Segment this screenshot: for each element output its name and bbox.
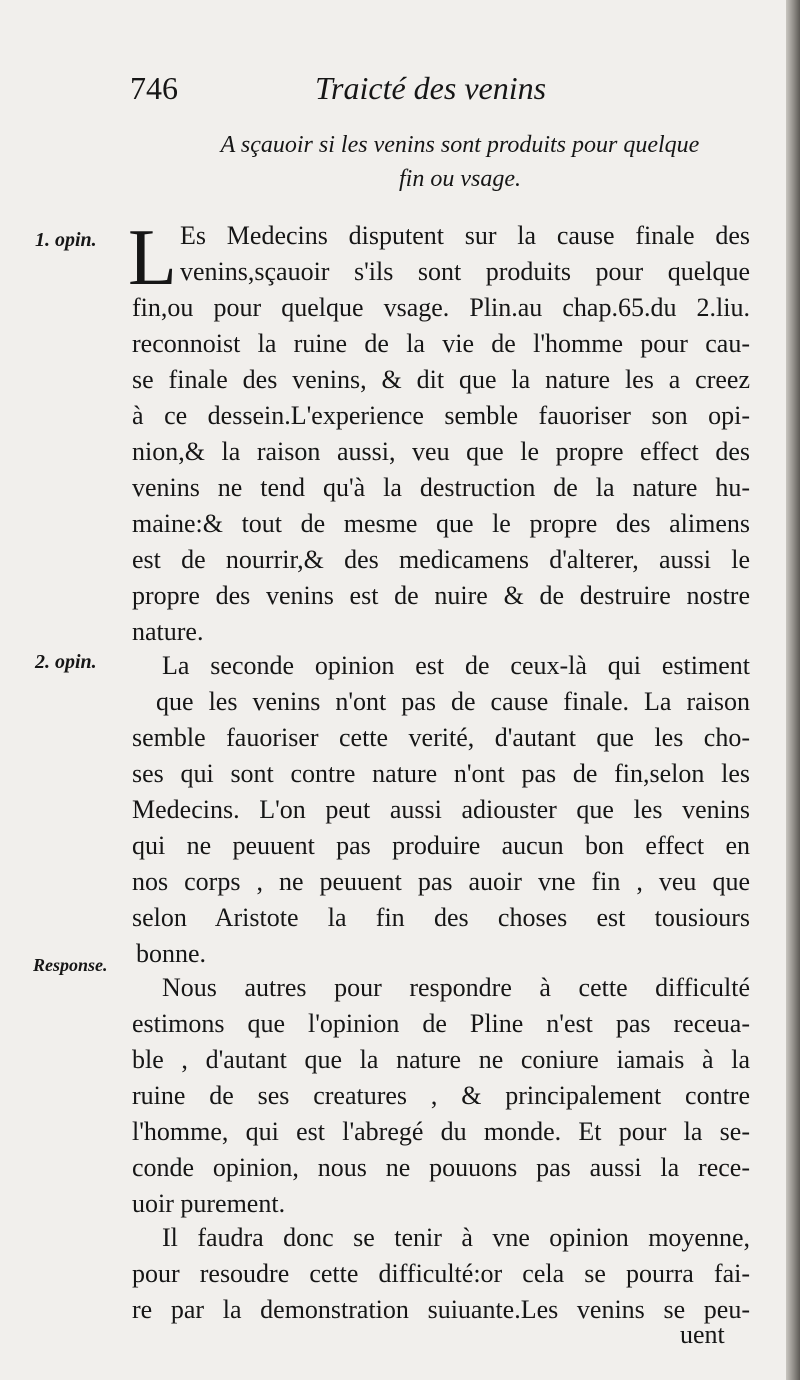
section-title-line: A sçauoir si les venins sont produits pour quelque [220,132,700,158]
text-line: l'homme, qui est l'abregé du monde. Et pour la se- [132,1117,750,1146]
text-line: estimons que l'opinion de Pline n'est pas receua- [132,1009,750,1038]
text-line: nature. [132,617,204,646]
text-line: La seconde opinion est de ceux-là qui estiment [162,651,750,680]
text-line: maine:& tout de mesme que le propre des alimens [132,509,750,538]
margin-note-first-opinion: 1. opin. [35,229,97,251]
margin-note-second-opinion: 2. opin. [35,651,97,673]
text-line: est de nourrir,& des medicamens d'alterer, aussi le [132,545,750,574]
text-line: bonne. [136,939,207,968]
section-title-line: fin ou vsage. [399,166,521,192]
text-line: se finale des venins, & dit que la nature les a creez [132,365,750,394]
text-line: que les venins n'ont pas de cause finale. La raison [156,687,750,716]
text-line: pour resoudre cette difficulté:or cela se pourra fai- [132,1259,750,1288]
running-title: Traicté des venins [315,70,547,106]
text-line: propre des venins est de nuire & de destruire nostre [132,581,750,610]
section-title [160,128,760,196]
page-header [130,70,750,120]
text-line: nos corps , ne peuuent pas auoir vne fin , veu que [132,867,750,896]
text-line: nion,& la raison aussi, veu que le propre effect des [132,437,750,466]
text-line: ruine de ses creatures , & principalement contre [132,1081,750,1110]
text-line: selon Aristote la fin des choses est tousiours [132,903,750,932]
page-number: 746 [130,70,178,106]
text-line: ses qui sont contre nature n'ont pas de fin,selon les [132,759,750,788]
text-line: Il faudra donc se tenir à vne opinion moyenne, [162,1223,750,1252]
text-line: qui ne peuuent pas produire aucun bon effect en [132,831,750,860]
text-line: uoir purement. [132,1189,286,1218]
catchword: uent [680,1320,725,1349]
text-line: semble fauoriser cette verité, d'autant que les cho- [132,723,750,752]
drop-capital: L [128,214,177,302]
text-line: venins,sçauoir s'ils sont produits pour quelque [180,257,750,286]
text-line: Nous autres pour respondre à cette difficulté [162,973,750,1002]
text-line: ble , d'autant que la nature ne coniure iamais à la [132,1045,750,1074]
text-line: Es Medecins disputent sur la cause finale des [180,221,750,250]
text-line: venins ne tend qu'à la destruction de la nature hu- [132,473,750,502]
text-line: re par la demonstration suiuante.Les venins se peu- [132,1295,750,1324]
page-edge-shadow [786,0,800,1380]
text-line: Medecins. L'on peut aussi adiouster que les venins [132,795,750,824]
margin-note-response: Response. [33,955,108,975]
text-line: reconnoist la ruine de la vie de l'homme pour cau- [132,329,750,358]
text-line: conde opinion, nous ne pouuons pas aussi la rece- [132,1153,750,1182]
text-line: fin,ou pour quelque vsage. Plin.au chap.65.du 2.liu. [132,293,750,322]
text-line: à ce dessein.L'experience semble fauoriser son opi- [132,401,750,430]
